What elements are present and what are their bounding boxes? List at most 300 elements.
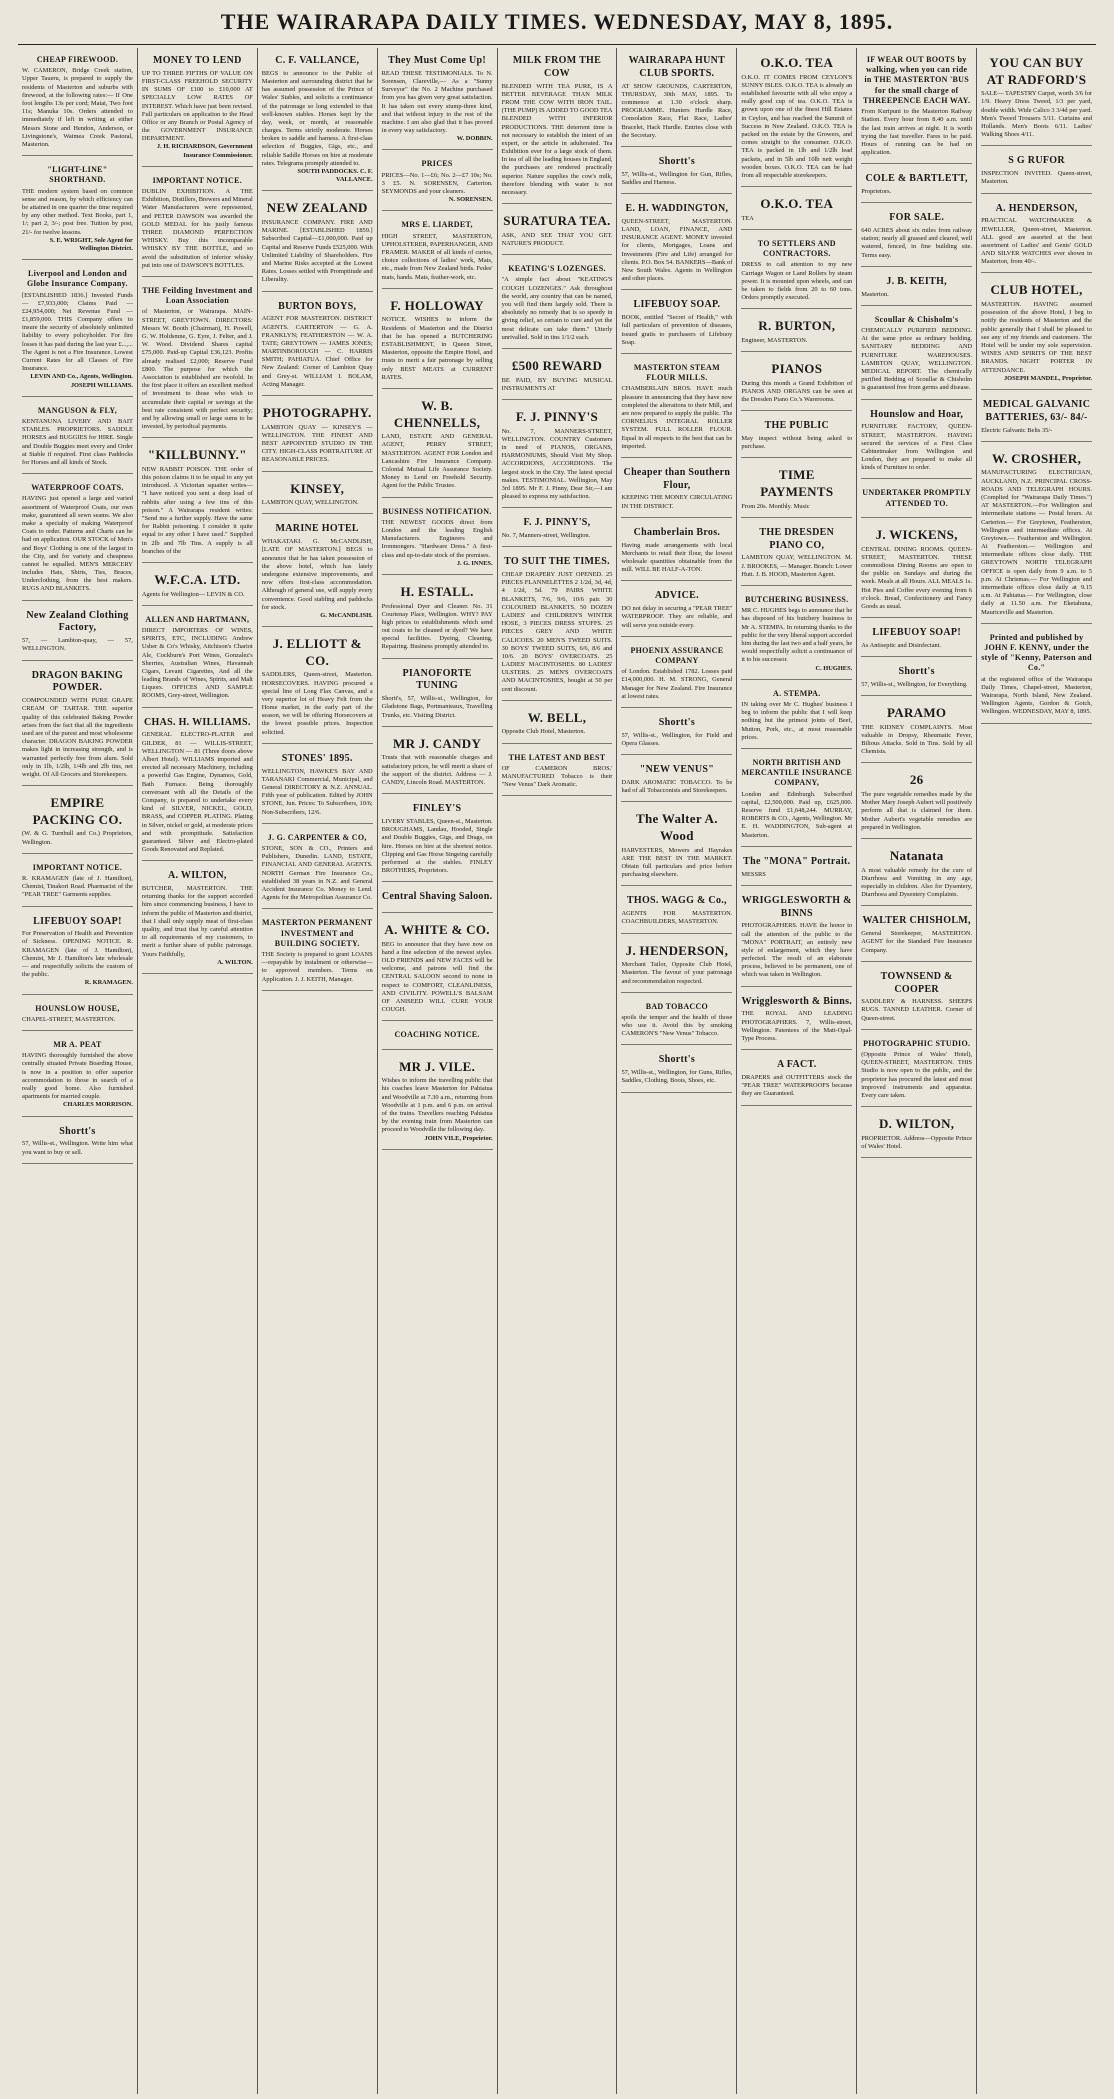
ad-body-text: SALE— TAPESTRY Carpet, worth 3/6 for 1/9. Heavy Dress Tweed, 1/3 per yard, double width. Wide Calico 3 3/4d per yard. Men's Tweed Trousers 5/11. Curtains and Hollands. Men's Boots 6/11. Ladies' Walking Shoes 4/11. [981, 90, 1093, 139]
advertisement [861, 269, 972, 306]
ad-body-text: LAMBTON QUAY, WELLINGTON. [261, 499, 359, 507]
advertisement [142, 48, 253, 167]
advertisement [861, 166, 972, 203]
advertisement [861, 620, 972, 657]
advertisement [22, 788, 133, 854]
advertisement [502, 549, 613, 701]
ad-body-text: INSPECTION INVITED. Queen-street, Masterton. [981, 170, 1093, 186]
advertisement [741, 311, 852, 352]
ad-heading: Printed and published by JOHN F. KENNY, under the style of "Kenny, Paterson and Co." [981, 632, 1092, 673]
advertisement [621, 710, 732, 755]
ad-body-text: Having made arrangements with local Merchants to retail their flour, the lowest wholesale quantities obtainable from the mill. WILL BE HALF-A-TON. [621, 541, 733, 574]
column-4 [378, 48, 498, 2094]
ad-body-text: QUEEN-STREET, MASTERTON. LAND, LOAN, FINANCE, AND INSURANCE AGENT. MONEY invested for clients, Mortgages, Loans and Investments (Fire and Life) arranged for clients. P.O. Box 54. BANKERS—Bank of New South Wales. Agents in Wellington and other places. [621, 217, 733, 283]
ad-body-text: Merchant Tailor, Opposite Club Hotel, Masterton. The favour of your patronage and recommendation respected. [621, 961, 733, 985]
ad-heading: W. BELL, [527, 709, 587, 725]
advertisement [861, 908, 972, 961]
ad-body-text: BOOK, entitled "Secret of Health," with full particulars of prevention of diseases, issued gratis to purchasers of Lifebuoy Soap. [621, 314, 733, 346]
ad-heading: MR J. CANDY [393, 735, 482, 751]
masthead-title: THE WAIRARAPA DAILY TIMES. WEDNESDAY, MAY 8, 1895. [220, 9, 894, 34]
ad-body-text: Shortt's, 57, Willis-st., Wellington, for Gladstone Bags, Portmanteaux, Travelling Trunks, etc. Visiting District. [381, 695, 493, 719]
advertisement [621, 520, 732, 582]
ad-body-text: R. KRAMAGEN (late of J. Hamilton), Chemist, Tinakori Road. Pharmacist of the "PEAR TREE" Garments supplies. [22, 874, 133, 899]
advertisement [502, 510, 613, 547]
ad-body-text: at the registered office of the Wairarapa Daily Times, Chapel-street, Masterton, Wairarapa, North Island, New Zealand. Wellington Agents, Gordon & Gotch, Wellington. WEDNESDAY, MAY 8, 1895. [981, 675, 1093, 716]
ad-heading: MILK FROM THE COW [512, 55, 602, 79]
ad-heading: THE PUBLIC [764, 420, 829, 432]
advertisement [262, 193, 373, 291]
column-8 [857, 48, 977, 2094]
ad-body-text: READ THESE TESTIMONIALS. To N. Sorensen, Clareville,— As a "Sunny Surveyor" the No. 2 Machine purchased from you has given very great satisfaction. It has taken out every stump-three kind, and that without injury to the rest of the machine. I am also glad that it has proved in every way satisfactory. [381, 69, 493, 135]
ad-heading: MRS E. LIARDET, [401, 220, 473, 230]
ad-body-text: spoils the temper and the health of those who use it. Avoid this by smoking CAMERON'S "New Venus" Tobacco. [621, 1013, 733, 1038]
ad-body-text: BEG to announce that they have now on hand a fine selection of the newest styles. OLD FRIENDS and NEW FACES will be welcome, and patrons will find the CENTRAL SALOON second to none in respect to COMFORT, CLEANLINESS, AND CIVILITY. POWELL'S BALSAM OF ANISEED WILL CURE YOUR COUGH. [381, 940, 493, 1014]
ad-body-text: FURNITURE FACTORY, QUEEN-STREET, MASTERTON. HAVING secured the services of a First Class Cabinetmaker from Wellington and London, they are prepared to make all kinds of Furniture to order. [861, 423, 973, 472]
ad-body-text: 57, Willis-st., Wellington, for Field and Opera Glasses. [621, 731, 733, 747]
ad-heading: O.K.O. TEA [760, 196, 834, 212]
ad-heading: STONES' 1895. [281, 752, 353, 764]
ad-heading: E. H. WADDINGTON, [625, 203, 729, 215]
ad-body-text: 57, Willis-st., Wellington, for Guns, Rifles, Saddles, Clothing, Boots, Shoes, etc. [621, 1069, 733, 1085]
advertisement [22, 909, 133, 995]
ad-body-text: From Kuripuni to the Masterton Railway Station. Every hour from 8.40 a.m. until the last train arrives at night. It is worth trying the fast traveller. Fares to be paid. Hours of running can be had on application. [861, 108, 973, 157]
advertisement [22, 399, 133, 474]
advertisement [502, 402, 613, 508]
ad-heading: "NEW VENUS" [639, 764, 715, 776]
ad-heading: J. G. CARPENTER & CO, [267, 832, 367, 842]
ad-heading: J. HENDERSON, [625, 942, 729, 958]
ad-body-text: THE ROYAL AND LEADING PHOTOGRAPHERS. 7, Willis-street, Wellington. Patentees of the Matt-Opal-Type Process. [741, 1010, 853, 1043]
ad-heading: LIFEBUOY SOAP. [633, 299, 721, 311]
advertisement [22, 1119, 133, 1164]
advertisement [741, 588, 852, 680]
advertisement [262, 911, 373, 990]
ad-body-text: PRACTICAL WATCHMAKER & JEWELLER, Queen-street, Masterton. ALL good are assorted at the best assortment of Ladies' and Gents' GOLD AND SILVER WATCHES ever shown in Masterton, from 40/-. [981, 217, 1093, 266]
ad-heading: Shortt's [898, 666, 935, 678]
ad-signature: JOHN VILE, Proprietor. [424, 1134, 493, 1142]
ad-heading: KEATING'S LOZENGES. [508, 264, 606, 274]
advertisement [22, 997, 133, 1031]
ad-heading: A. STEMPA. [773, 688, 821, 698]
advertisement [621, 757, 732, 802]
ad-heading: D. WILTON, [878, 1116, 955, 1132]
ad-body-text: London and Edinburgh. Subscribed capital, £2,500,000. Paid up, £625,000. Reserve fund £1,648,244. MURRAY, ROBERTS & CO., Agents, Wellington. Mr E. H. WADDINGTON, Sub-agent at Masterton. [741, 790, 853, 839]
ad-body-text: 57, Willis-st., Wellington for Gun, Rifles, Saddles and Harness. [621, 170, 733, 186]
advertisement [621, 804, 732, 886]
ad-body-text: CHAPEL-STREET, MASTERTON. [22, 1015, 116, 1023]
column-7 [737, 48, 857, 2094]
ad-body-text: SADDLERS, Queen-street, Masterton. HORSECOVERS. HAVING procured a special line of Long Flax Canvas, and a very superior lot of Heavy Felt from the Home market, in the early part of the season, we will be offering Horsecovers at the lowest possible prices. Inspection solicited. [261, 671, 373, 736]
advertisement [621, 356, 732, 458]
advertisement [262, 294, 373, 396]
ad-body-text: W. CAMERON, Bridge Creek station, Upper Taueru, is prepared to supply the residents of Masterton and suburbs with firewood, at the following rates:— If One foot lengths 13s per cord; Matai, Two foot 11s; Manuka 10s. Orders attended to immediately if left in writing at either Messrs Stone and Hendon, Anderson, or Livingstone's, Waimea Creek Pastoral, Masterton. [22, 67, 133, 148]
ad-body-text: HAVING thoroughly furnished the above centrally situated Private Boarding House, is now in a position to offer superior accommodation to those in search of a really good home. Also furnished apartments for married couple. [22, 1052, 133, 1101]
advertisement [382, 391, 493, 498]
ad-body-text: CENTRAL DINING ROOMS. QUEEN-STREET, MASTERTON. THESE commodious Dining Rooms are open to the public on Sundays and during the week. Meals at all Hours. ALL MEALS 1s. Hot Pies and Coffee every evening from 6 o'clock. Bread, Confectionery and Fancy Goods as usual. [861, 545, 973, 610]
advertisement [382, 1052, 493, 1150]
advertisement [382, 796, 493, 882]
advertisement [981, 196, 1092, 274]
ad-heading: NORTH BRITISH AND MERCANTILE INSURANCE COMPANY, [741, 757, 853, 788]
advertisement [22, 262, 133, 397]
ad-body-text: PROPRIETOR. Address—Opposite Prince of Wales' Hotel. [861, 1134, 973, 1151]
ad-body-text: CHEAP DRAPERY JUST OPENED. 25 PIECES FLANNELETTES 2 1/2d, 3d, 4d, 4 1/2d, 5d. 79 PAIRS WHITE BLANKETS, 7/6, 9/6, 10/6 pair. 30 COLOURED BLANKETS. 50 DOZEN LADIES' and CHILDREN'S WINTER HOSE, 3 PIECES DRESS STUFFS. 25 PIECES GREY AND WHITE CALICOES. 20 MEN'S TWEED SUITS. 30 BOYS' TWEED SUITS, 6/6, 8/6 and 10/6. 20 BOYS' OVERCOATS. 25 LADIES' MACINTOSHES. 80 LADIES' ULSTERS. 25 MEN'S OVERCOATS AND MACINTOSHES, bought at 50 per cent discount. [501, 571, 613, 693]
advertisement [142, 710, 253, 862]
ad-body-text: HIGH STREET, MASTERTON, UPHOLSTERER, PAPERHANGER, AND FRAMER. MAKER of all kinds of curios, choice collections of ladies' work, Mats, etc., made from New Zealand birds. Fedes' mats, hands. Mats, feather-work, etc. [381, 232, 493, 281]
masthead-rule [18, 44, 1096, 45]
advertisement [142, 169, 253, 277]
advertisement [741, 413, 852, 458]
ad-body-text: "A simple fact about "KEATING'S COUGH LOZENGES." Ask throughout the world, any country that can be named, you will find them largely sold. There is absolutely no remedy that is so speedy in giving relief, so certain to cure and yet the most delicate can take them." Utterly unrivalled. Sold in tins 1/1/2 each. [501, 276, 613, 341]
advertisement [262, 48, 373, 191]
ad-signature: J. G. INNES. [456, 559, 493, 567]
ad-body-text: of London. Established 1782. Losses paid £14,000,000. H. M. STRONG, General Manager for New Zealand. Fire Insurance at lowest rates. [621, 668, 733, 700]
ad-body-text: 57, Willis-st., Wellington, for Everything. [861, 680, 968, 688]
ad-heading: H. ESTALL. [400, 583, 474, 599]
ad-heading: CHAS. H. WILLIAMS. [144, 716, 251, 728]
ad-heading: ALLEN AND HARTMANN, [145, 614, 250, 624]
advertisement [382, 884, 493, 913]
ad-body-text: INSURANCE COMPANY. FIRE AND MARINE. [ESTABLISHED 1859.] Subscribed Capital—£1,000,000. Paid up Capital and Reserve Funds £525,000. With Unlimited Liability of Shareholders. Fire and Marine Risks accepted at the Lowest Rates. Losses settled with Promptitude and Liberality. [261, 219, 373, 284]
ad-heading: O.K.O. TEA [760, 55, 834, 70]
advertisement [22, 603, 133, 661]
advertisement [741, 1052, 852, 1105]
ad-heading: TO SUIT THE TIMES. [504, 556, 610, 568]
ad-body-text: MR C. HUGHES begs to announce that he has disposed of his butchery business to Mr A. STEMPA. In returning thanks to the public for the very liberal support accorded him during the last two and a half years, he would respectfully solicit a continuance of it to his successor. [741, 607, 853, 664]
ad-heading: The Walter A. Wood [636, 811, 718, 843]
advertisement [861, 481, 972, 517]
ad-body-text: NOTICE. WISHES to inform the Residents of Masterton and the District that he has opened a BUTCHERING ESTABLISHMENT, in Queen Street, Masterton, opposite the Empire Hotel, and trusts to merit a fair patronage by selling only BEST MEATS at CURRENT RATES. [381, 316, 493, 381]
ad-heading: WAIRARAPA HUNT CLUB SPORTS. [628, 55, 726, 79]
ad-body-text: GENERAL ELECTRO-PLATER and GILDER, 81 — WILLIS-STREET, WELLINGTON — 81 (Three doors above Albert Hotel). WILLIAMS imported and erected all necessary Machinery, including a powerful Gas Engine, Dynamos, Gold, Bath Furnace. Being thoroughly conversant with all the Details of the Company, is prepared to undertake every kind of SILVER, NICKEL, GOLD, BRASS, and COPPER PLATING. Plating in Silver, nickel or gold, at moderate prices and with promptitude. Satisfaction guaranteed. Silver and Electro-plated Goods Renovated and Replated. [141, 731, 253, 854]
ad-body-text: BUTCHER, MASTERTON. THE returning thanks for the support accorded him since commencing business, I have to inform the public of Masterton and district, that I shall only supply meat of first-class quality, and trust that by careful attention to all requirements of my customers, to merit a further share of public patronage. Yours Faithfully, [141, 885, 253, 958]
ad-signature: J. H. RICHARDSON, Government Insurance Commissioner. [156, 143, 253, 159]
ad-body-text: THE Society is prepared to grant LOANS—repayable by instalment or otherwise—to approved members. Terms on Application. J. J. KEITH, Manager. [261, 951, 373, 983]
advertisement [861, 402, 972, 480]
ad-body-text: DUBLIN EXHIBITION. A THE Exhibition, Distillers, Brewers and Mineral Water Manufacturers were represented, and PETER DAWSON was awarded the GOLD MEDAL for his justly famous THREE DIAMOND PERFECTION WHISKY. Buy this incomparable WHISKY BY THE BOTTLE, and so avoid the substitution of inferior whisky put into one of DAWSON'S BOTTLES. [141, 188, 253, 269]
ad-heading: MEDICAL GALVANIC BATTERIES, 63/- 84/- [982, 398, 1091, 423]
ad-heading: BAD TOBACCO [645, 1001, 709, 1011]
ad-signature: S. E. WRIGHT, Sole Agent for Wellington District. [49, 236, 133, 252]
ad-heading: F. J. PINNY'S, [523, 517, 591, 529]
advertisement [502, 703, 613, 744]
advertisement [861, 48, 972, 164]
ad-body-text: CHEMICALLY PURIFIED BEDDING. At the same price as ordinary bedding. SANITARY BEDDING AND FURNITURE WAREHOUSES. LAMBTON QUAY, WELLINGTON. MEDICAL REPORT. The chemically purified Bedding of Scoullar & Chisholm is guaranteed free from germs and disease. [861, 327, 973, 392]
ad-body-text: From 20s. Monthly. Music [741, 502, 810, 510]
ad-heading: Scoullar & Chisholm's [874, 314, 959, 324]
ad-body-text: Agents for Wellington— LEVIN & CO. [141, 590, 245, 598]
ad-heading: The "MONA" Portrait. [743, 855, 851, 867]
ad-body-text: The pure vegetable remedies made by the Mother Mary Joseph Aubert will positively perform all that is claimed for them. Mother Aubert's vegetable remedies are prepared in Wellington. [861, 791, 973, 831]
ad-heading: A. WHITE & CO. [384, 922, 490, 938]
advertisement [861, 659, 972, 696]
ad-body-text: AGENTS FOR MASTERTON. COACHBUILDERS, MASTERTON. [621, 910, 733, 926]
ad-body-text: DRESS to call attention to my new Carriage Wagon or Land Rollers by steam power. It is mounted upon wheels, and can be taken to fields from 20 to 60 tons. Orders promptly executed. [741, 261, 853, 302]
ad-body-text: ASK, AND SEE THAT YOU GET. NATURE'S PRODUCT. [501, 231, 613, 248]
advertisement [262, 629, 373, 744]
advertisement [621, 460, 732, 518]
ad-body-text: PHOTOGRAPHERS. HAVE the honor to call the attention of the public to the "MONA" PORTRAIT, an entirely new style of enlargement, which they have perfected. The result of an elaborate process, believed to be permanent, one of which was taken in Wellington. [741, 922, 853, 979]
ad-heading: SURATURA TEA. [503, 213, 611, 229]
ad-body-text: CHAMBERLAIN BROS. HAVE much pleasure in announcing that they have now completed the alterations to their Mill, and are now prepared to supply the public. The CORNELIUS INTEGRAL ROLLER SYSTEM. FULL ROLLER FLOUR. Equal in all respects to the best that can be imported. [621, 385, 733, 450]
advertisement [621, 639, 732, 708]
ad-body-text: As Antiseptic and Disinfectant. [861, 641, 942, 649]
advertisement [621, 149, 732, 194]
ad-heading: F. J. PINNY'S [515, 408, 599, 424]
ad-heading: IMPORTANT NOTICE. [32, 862, 123, 872]
ad-heading: MASTERTON STEAM FLOUR MILLS. [633, 362, 720, 383]
ad-heading: PIANOFORTE TUNING [402, 667, 472, 692]
ad-signature: CHARLES MORRISON. [62, 1101, 133, 1109]
ad-heading: BUSINESS NOTIFICATION. [382, 506, 492, 516]
ad-heading: W. B. CHENNELLS, [393, 397, 481, 430]
advertisement [981, 626, 1092, 724]
ad-heading: THE LATEST AND BEST [508, 752, 606, 762]
ad-heading: J. B. KEITH, [886, 275, 947, 287]
ad-heading: Liverpool and London and Globe Insurance Company. [27, 269, 128, 289]
advertisement [382, 915, 493, 1021]
column-6 [617, 48, 737, 2094]
ad-heading: TOWNSEND & COOPER [880, 970, 953, 995]
advertisement [142, 565, 253, 606]
ad-body-text: BE PAID, BY BUYING MUSICAL INSTRUMENTS AT [501, 376, 613, 392]
ad-heading: C. F. VALLANCE, [275, 55, 360, 66]
ad-heading: R. BURTON, [758, 318, 836, 334]
advertisement [621, 583, 732, 636]
ad-heading: IF WEAR OUT BOOTS by walking, when you can ride in THE MASTERTON 'BUS for the small charge of THREEPENCE EACH WAY. [863, 55, 971, 105]
ad-heading: WATERPROOF COATS. [31, 483, 124, 493]
advertisement [981, 392, 1092, 442]
ad-heading: New Zealand Clothing Factory, [26, 609, 129, 634]
advertisement [861, 1032, 972, 1107]
advertisement [22, 158, 133, 260]
advertisement [382, 213, 493, 288]
ad-heading: MONEY TO LEND [152, 55, 242, 66]
advertisement [22, 48, 133, 156]
ad-heading: UNDERTAKER PROMPTLY ATTENDED TO. [862, 488, 972, 508]
ad-signature: N. SORENSEN. [448, 196, 493, 204]
advertisement [142, 863, 253, 974]
ad-heading: LIFEBUOY SOAP! [33, 915, 122, 927]
ad-signature: W. DOBBIN. [456, 135, 493, 143]
advertisement [861, 308, 972, 400]
ad-body-text: THE NEWEST GOODS direct from London and the leading English Manufacturers. Engineers and Ironmongers. "Hardware Dress." A first-class and up-to-date stock of the premises. [381, 518, 493, 559]
advertisement [981, 444, 1092, 624]
ad-body-text: KENTANUNA LIVERY AND BAIT STABLES. PROPRIETORS. SADDLE HORSES and BUGGIES for HIRE. Single and Double Buggies meet every and Order at Stable if required. First class Paddocks for Horses and all kinds of Stock. [22, 418, 133, 466]
ad-signature: SOUTH PADDOCKS. C. F. VALLANCE. [297, 168, 373, 184]
ad-heading: J. ELLIOTT & CO. [272, 636, 362, 668]
ad-body-text: KEEPING THE MONEY CIRCULATING IN THE DISTRICT. [621, 494, 733, 510]
ad-heading: A. HENDERSON, [995, 202, 1078, 214]
ad-body-text: No. 7, Manners-street, Wellington. [501, 532, 591, 540]
ad-heading: YOU CAN BUY AT RADFORD'S [986, 55, 1087, 87]
advertisement [861, 964, 972, 1030]
ad-heading: CLUB HOTEL, [990, 282, 1083, 298]
advertisement [22, 663, 133, 786]
ad-body-text: Masterton. [861, 290, 889, 298]
advertisement [382, 577, 493, 659]
ad-heading: FOR SALE. [889, 212, 945, 224]
ad-body-text: O.K.O. IT COMES FROM CEYLON'S SUNNY ISLES. O.K.O. TEA is already an established favourite with all who enjoy a really good cup of tea. O.K.O. TEA is grown upon one of the finest Hill Estates in Ceylon, and has reached the Summit of Success in New Zealand. O.K.O. TEA is packed on the estate by the Growers, and comes straight to the consumer. O.K.O. TEA is packed in 1lb and 1/2lb lead packets, and in 5lb and 10lb nett weight wooden boxes. O.K.O. TEA can be had from all respectable storekeepers. [741, 73, 853, 179]
column-2 [138, 48, 258, 2094]
ad-heading: MASTERTON PERMANENT INVESTMENT and BUILDING SOCIETY. [262, 918, 373, 948]
ad-heading: THOS. WAGG & Co., [626, 895, 727, 907]
ad-heading: Cheaper than Southern Flour, [623, 466, 731, 491]
ad-body-text: LAND, ESTATE AND GENERAL AGENT, PERRY STREET, MASTERTON. AGENT FOR London and Lancashire Fire Insurance Company. Colonial Mutual Life Assurance Society. Money to Lend on Freehold Security. Agent for the Public Trustee. [381, 433, 493, 490]
advertisement [142, 608, 253, 708]
ad-heading: BURTON BOYS, [278, 300, 357, 312]
advertisement [502, 206, 613, 255]
ad-body-text: DO not delay in securing a "PEAR TREE" WATERPROOF. They are reliable, and will serve you outside every. [621, 605, 733, 629]
ad-heading: Shortt's [658, 1054, 696, 1066]
ad-heading: DRAGON BAKING POWDER. [31, 669, 124, 694]
ad-body-text: TEA [741, 214, 754, 222]
advertisement [262, 398, 373, 472]
ad-body-text: BLENDED WITH TEA PURE, IS A BETTER BEVERAGE THAN MILK FROM THE COW WITH IRON TAIL. (THE PUMP) IS ADDED TO GOOD TEA BLENDED WITH INFERIOR PRODUCTIONS. THE deterrent time is not necessary to establish the intent of an expert, or the article in adulterated. Tea Exhibition ever for a large stock of them. In tea of all the leading houses in England, the purchases are rendered practically superior. Nature supplies the cow's milk, therefore blending with water is not necessary. [501, 82, 613, 197]
advertisement [621, 888, 732, 933]
ad-body-text: AGENT FOR MASTERTON. DISTRICT AGENTS. CARTERTON — G. A. FRANKLYN; FEATHERSTON — W. A. TATE; GREYTOWN — JAMES JONES; MARTINBOROUGH — C. HARRIS SMITH; PAHIATUA. Chief Office for New Zealand: Corner of Lambton Quay and Grey-st. WILLIAM I. BOLAM, Acting Manager. [261, 315, 373, 388]
ad-heading: J. WICKENS, [875, 526, 958, 542]
ad-heading: MR J. VILE. [399, 1058, 476, 1074]
ad-body-text: THE KIDNEY COMPLAINTS. Most valuable in Dropsy, Rheumatic Fever, Bilious Attacks. Sold in Tins. Sold by all Chemists. [861, 723, 973, 756]
ad-heading: Wrigglesworth & Binns. [741, 995, 853, 1007]
advertisement [621, 936, 732, 993]
ad-heading: PIANOS [771, 361, 823, 377]
advertisement [142, 440, 253, 563]
advertisement [741, 989, 852, 1051]
ad-heading: Shortt's [658, 716, 696, 728]
ad-heading: PHOTOGRAPHY. [262, 405, 372, 421]
ad-heading: A FACT. [777, 1059, 817, 1071]
advertisement [861, 520, 972, 618]
ad-heading: CHEAP FIREWOOD. [36, 55, 119, 64]
ad-heading: WRIGGLESWORTH & BINNS [741, 894, 852, 919]
ad-heading: ADVICE. [654, 590, 699, 602]
ad-heading: Central Shaving Saloon. [381, 891, 493, 903]
ad-heading: IMPORTANT NOTICE. [152, 175, 243, 185]
ad-body-text: STONE, SON & CO., Printers and Publishers, Dunedin. LAND, ESTATE, FINANCIAL AND GENERAL AGENTS. NORTH German Fire Insurance Co., established 38 years in N.Z. and General Accident Insurance Co. Money to Lend. Agents for the Metropolitan Assurance Co. [261, 844, 373, 902]
ad-signature: LEVIN AND Co., Agents, Wellington. JOSEPH WILLIAMS. [30, 373, 133, 389]
column-1 [18, 48, 138, 2094]
advertisement [502, 746, 613, 797]
advertisement [861, 698, 972, 763]
advertisement [741, 849, 852, 886]
ad-body-text: THE modern system based on common sense and reason, by which efficiency can be attained in one quarter the time required by any other method. Text Books, part 1, 1/; part 2, 3/-; post free. Tuition by post, 21/- for twelve lessons. [22, 187, 133, 236]
ad-body-text: Proprietors. [861, 188, 892, 196]
ad-body-text: No. 7, MANNERS-STREET, WELLINGTON. COUNTRY Customers in need of PIANOS, ORGANS, HARMONIUMS, Should Visit My Shop. ACCORDIONS, ACCORDIONS. The largest stock in the City. The latest special makes. TESTIMONIAL. Wellington, May 3rd 1895. Mr F. J. Pinny, Dear Sir,—I am pleased to express my satisfaction. [501, 427, 613, 501]
masthead [0, 0, 1114, 44]
ad-heading: £500 REWARD [511, 357, 603, 373]
ad-body-text: For Preservation of Health and Prevention of Sickness. OPENING NOTICE. R. KRAMAGEN (late of J. Hamilton), Chemist, Mr J. Hamilton's late wholesale — and respectfully solicits the custom of the public. [22, 930, 133, 979]
ad-body-text: WELLINGTON, HAWKE'S BAY AND TARANAKI Commercial, Municipal, and General DIRECTORY & N.Z. ANNUAL. Fifth year of publication. Edited by JOHN STONE, Jun. Prices: To Subscribers, 10/6; Non-Subscribers, 12/6. [261, 767, 373, 816]
ad-body-text: During this month a Grand Exhibition of PIANOS AND ORGANS can be seen at the Dresden Piano Co.'s Warerooms. [741, 379, 853, 404]
advertisement [142, 279, 253, 438]
ad-heading: Shortt's [59, 1125, 96, 1137]
ad-heading: KINSEY, [290, 480, 345, 496]
ad-heading: HOUNSLOW HOUSE, [35, 1003, 120, 1013]
ad-body-text: Opposite Club Hotel, Masterton. [501, 728, 586, 736]
ad-heading: Shortt's [658, 155, 696, 167]
ad-heading: MARINE HOTEL [275, 523, 359, 535]
advertisement [981, 275, 1092, 390]
advertisement [741, 751, 852, 847]
ad-body-text: 57, Willis-st., Wellington. Write him what you want to buy or sell. [22, 1140, 133, 1156]
column-5 [498, 48, 618, 2094]
advertisement [741, 232, 852, 309]
ad-body-text: Electric Galvanic Belts 35/- [981, 426, 1053, 434]
ad-heading: TIME PAYMENTS [760, 467, 834, 500]
advertisement [22, 476, 133, 600]
advertisement [382, 500, 493, 575]
advertisement [741, 682, 852, 749]
advertisement [981, 48, 1092, 146]
advertisement [741, 888, 852, 987]
ad-body-text: LAMBTON QUAY — KINSEY'S — WELLINGTON. THE FINEST AND BEST APPOINTED STUDIO IN THE CITY. HIGH-CLASS PORTRAITURE AT REASONABLE PRICES. [261, 423, 373, 464]
advertisement [741, 354, 852, 411]
advertisement [382, 291, 493, 389]
ad-heading: W. CROSHER, [991, 450, 1082, 466]
ad-body-text: DIRECT IMPORTERS OF WINES, SPIRITS, ETC, INCLUDING Andrew Usher & Co's Whisky, Aitchison's Chariot Ale, Cockburn's Port Wines, Gonzalez's Sherries, Australian Wines, Havannah Cigars, Levant Cigarettes, And all the leading Brands of Wines, Spirits, and Malt Liquors. OFFICES AND SAMPLE ROOMS, Grey-street, Wellington. [141, 626, 253, 700]
ad-body-text: MESSRS [741, 870, 766, 878]
ad-body-text: DRAPERS and OUTFITTERS stock the "PEAR TREE" WATERPROOFS because they are Guaranteed. [741, 1074, 853, 1098]
advertisement [382, 1023, 493, 1049]
advertisement [621, 196, 732, 290]
ad-body-text: DARK AROMATIC TOBACCO. To be had of all Tobacconists and Storekeepers. [621, 778, 733, 795]
advertisement [502, 257, 613, 349]
ad-heading: THE DRESDEN PIANO CO, [759, 526, 835, 551]
ad-body-text: (W. & G. Turnbull and Co.) Proprietors, Wellington. [22, 830, 133, 846]
ad-heading: MR A. PEAT [53, 1040, 102, 1050]
ad-body-text: (Opposite Prince of Wales' Hotel), QUEEN-STREET, MASTERTON. THIS Studio is now open to the public, and the proprietor has procured the latest and most improved instruments and apparatus. Every care taken. [861, 1051, 973, 1100]
advertisement [621, 48, 732, 147]
ad-body-text: May inspect without being asked to purchase. [741, 435, 853, 451]
column-grid [18, 48, 1096, 2094]
column-9 [977, 48, 1096, 2094]
ad-body-text: Trusts that with reasonable charges and satisfactory prices, he will merit a share of the support of the district. Address — J. CANDY, Lincoln Road. MASTERTON. [381, 754, 493, 786]
advertisement [621, 292, 732, 354]
column-3 [258, 48, 378, 2094]
ad-heading: PRICES [421, 159, 453, 169]
ad-heading: Hounslow and Hoar, [870, 408, 964, 420]
advertisement [981, 148, 1092, 193]
advertisement [502, 351, 613, 400]
advertisement [861, 205, 972, 267]
advertisement [262, 746, 373, 824]
advertisement [502, 48, 613, 204]
ad-heading: FINLEY'S [412, 803, 462, 815]
ad-body-text: Wishes to inform the travelling public that his coaches leave Masterton for Pahiatua and Woodville at 7.30 a.m., returning from Woodville at 1 p.m. and 6 p.m. on arrival of the trains. Travellers reaching Pahiatua by the evening train from Masterton can proceed to Woodville the following day. [381, 1077, 493, 1134]
advertisement [621, 1047, 732, 1092]
ad-body-text: MASTERTON. HAVING assumed possession of the above Hotel, I beg to notify the residents of Masterton and the public generally that I shall be pleased to see any of my friends and customers. The Hotel will be under my sole supervision. WINES AND SPIRITS OF THE BEST BRANDS. NIGHT PORTER IN ATTENDANCE. [981, 301, 1093, 374]
advertisement [22, 856, 133, 907]
ad-heading: BUTCHERING BUSINESS. [745, 595, 849, 605]
ad-signature: G. McCANDLISH. [320, 611, 373, 619]
ad-body-text: of Masterton, or Wairarapa. MAIN-STREET, GREYTOWN. DIRECTORS: Messrs W. Booth (Chairman), H. Powell, G. W. Holdsmne, G. Eyre, J. Felter, and J. W. Wood. Dividend Shares capital £75,000. Paid-up Capital £36,123. Profits already realised £2,000; Reserve Fund £800. The purpose for which the Association is established are twofold. In the first place it offers an excellent method of investment to those who wish to accumulate their capital or savings at the best rate consistent with perfect security; and by allowing small or large sums to be invested, by periodical payments. [141, 308, 253, 431]
ad-heading: PARAMO [887, 705, 947, 721]
advertisement [741, 48, 852, 187]
advertisement [262, 826, 373, 910]
ad-heading: S G RUFOR [1008, 155, 1065, 167]
ad-body-text: Professional Dyer and Cleaner. No. 31 Courtenay Place, Wellington. WHY? PAY high prices to establishments which send out coats to be cleaned or dyed? We have special facilities. Dyeing, Cleaning, Repairing. Business promptly attended to. [381, 602, 493, 651]
advertisement [382, 152, 493, 211]
ad-signature: R. KRAMAGEN. [84, 979, 133, 987]
ad-body-text: MANUFACTURING ELECTRICIAN, AUCKLAND, N.Z. PRINCIPAL CROSS-ROADS AND TELEGRAPH HOURS. (Complied for "Wairarapa Daily Times.") AT MASTERTON.—For Wellington and intermediate stations — Postal hours. At Carterton.— For Greytown, Featherston, Wellington and intermediate offices. At Greytown.— Featherston and Wellington. At Featherston.— Wellington and intermediate offices close daily. THE GREYTOWN NORTH TELEGRAPH OFFICE is open daily from 9 a.m. to 5 p.m. At Chrismas.— For Wellington and intermediate offices close daily at 9.15 a.m. At Pahiatua.— For Wellington, close daily at 11.50 a.m. For Eketahuna, Mauriceville and Masterton. [981, 469, 1093, 616]
advertisement [262, 474, 373, 515]
ad-body-text: AT SHOW GROUNDS, CARTERTON, THURSDAY, 30th MAY, 1895. To commence at 1.30 o'clock sharp. PROGRAMME. Hunters Hurdle Race, Consolation Race, Flat Race, Ladies' Bracelet, Hack Hurdle. Entries close with the Secretary. [621, 82, 733, 139]
advertisement [861, 765, 972, 839]
ad-body-text: WHAKATAKI. G. McCANDLISH, [LATE OF MASTERTON.] BEGS to announce that he has taken possession of the above hotel, which has lately undergone extensive improvements, and now offers first-class accommodation. Although of general use, will supply every convenience. Good stabling and paddocks for stock. [261, 538, 373, 611]
ad-body-text: BEGS to announce to the Public of Masterton and surrounding district that he has assumed possession of the Prince of Wales' Stables, and solicits a continuance of the patronage so long extended to that well-known stables. Horses kept by the day, week, or month, at reasonable charges. Terms strictly moderate. Horses broken to saddle and harness. A first-class selection of Buggies, Gigs, etc., and reliable Saddle Horses on hire at moderate rates. Telegrams promptly attended to. [261, 69, 373, 167]
